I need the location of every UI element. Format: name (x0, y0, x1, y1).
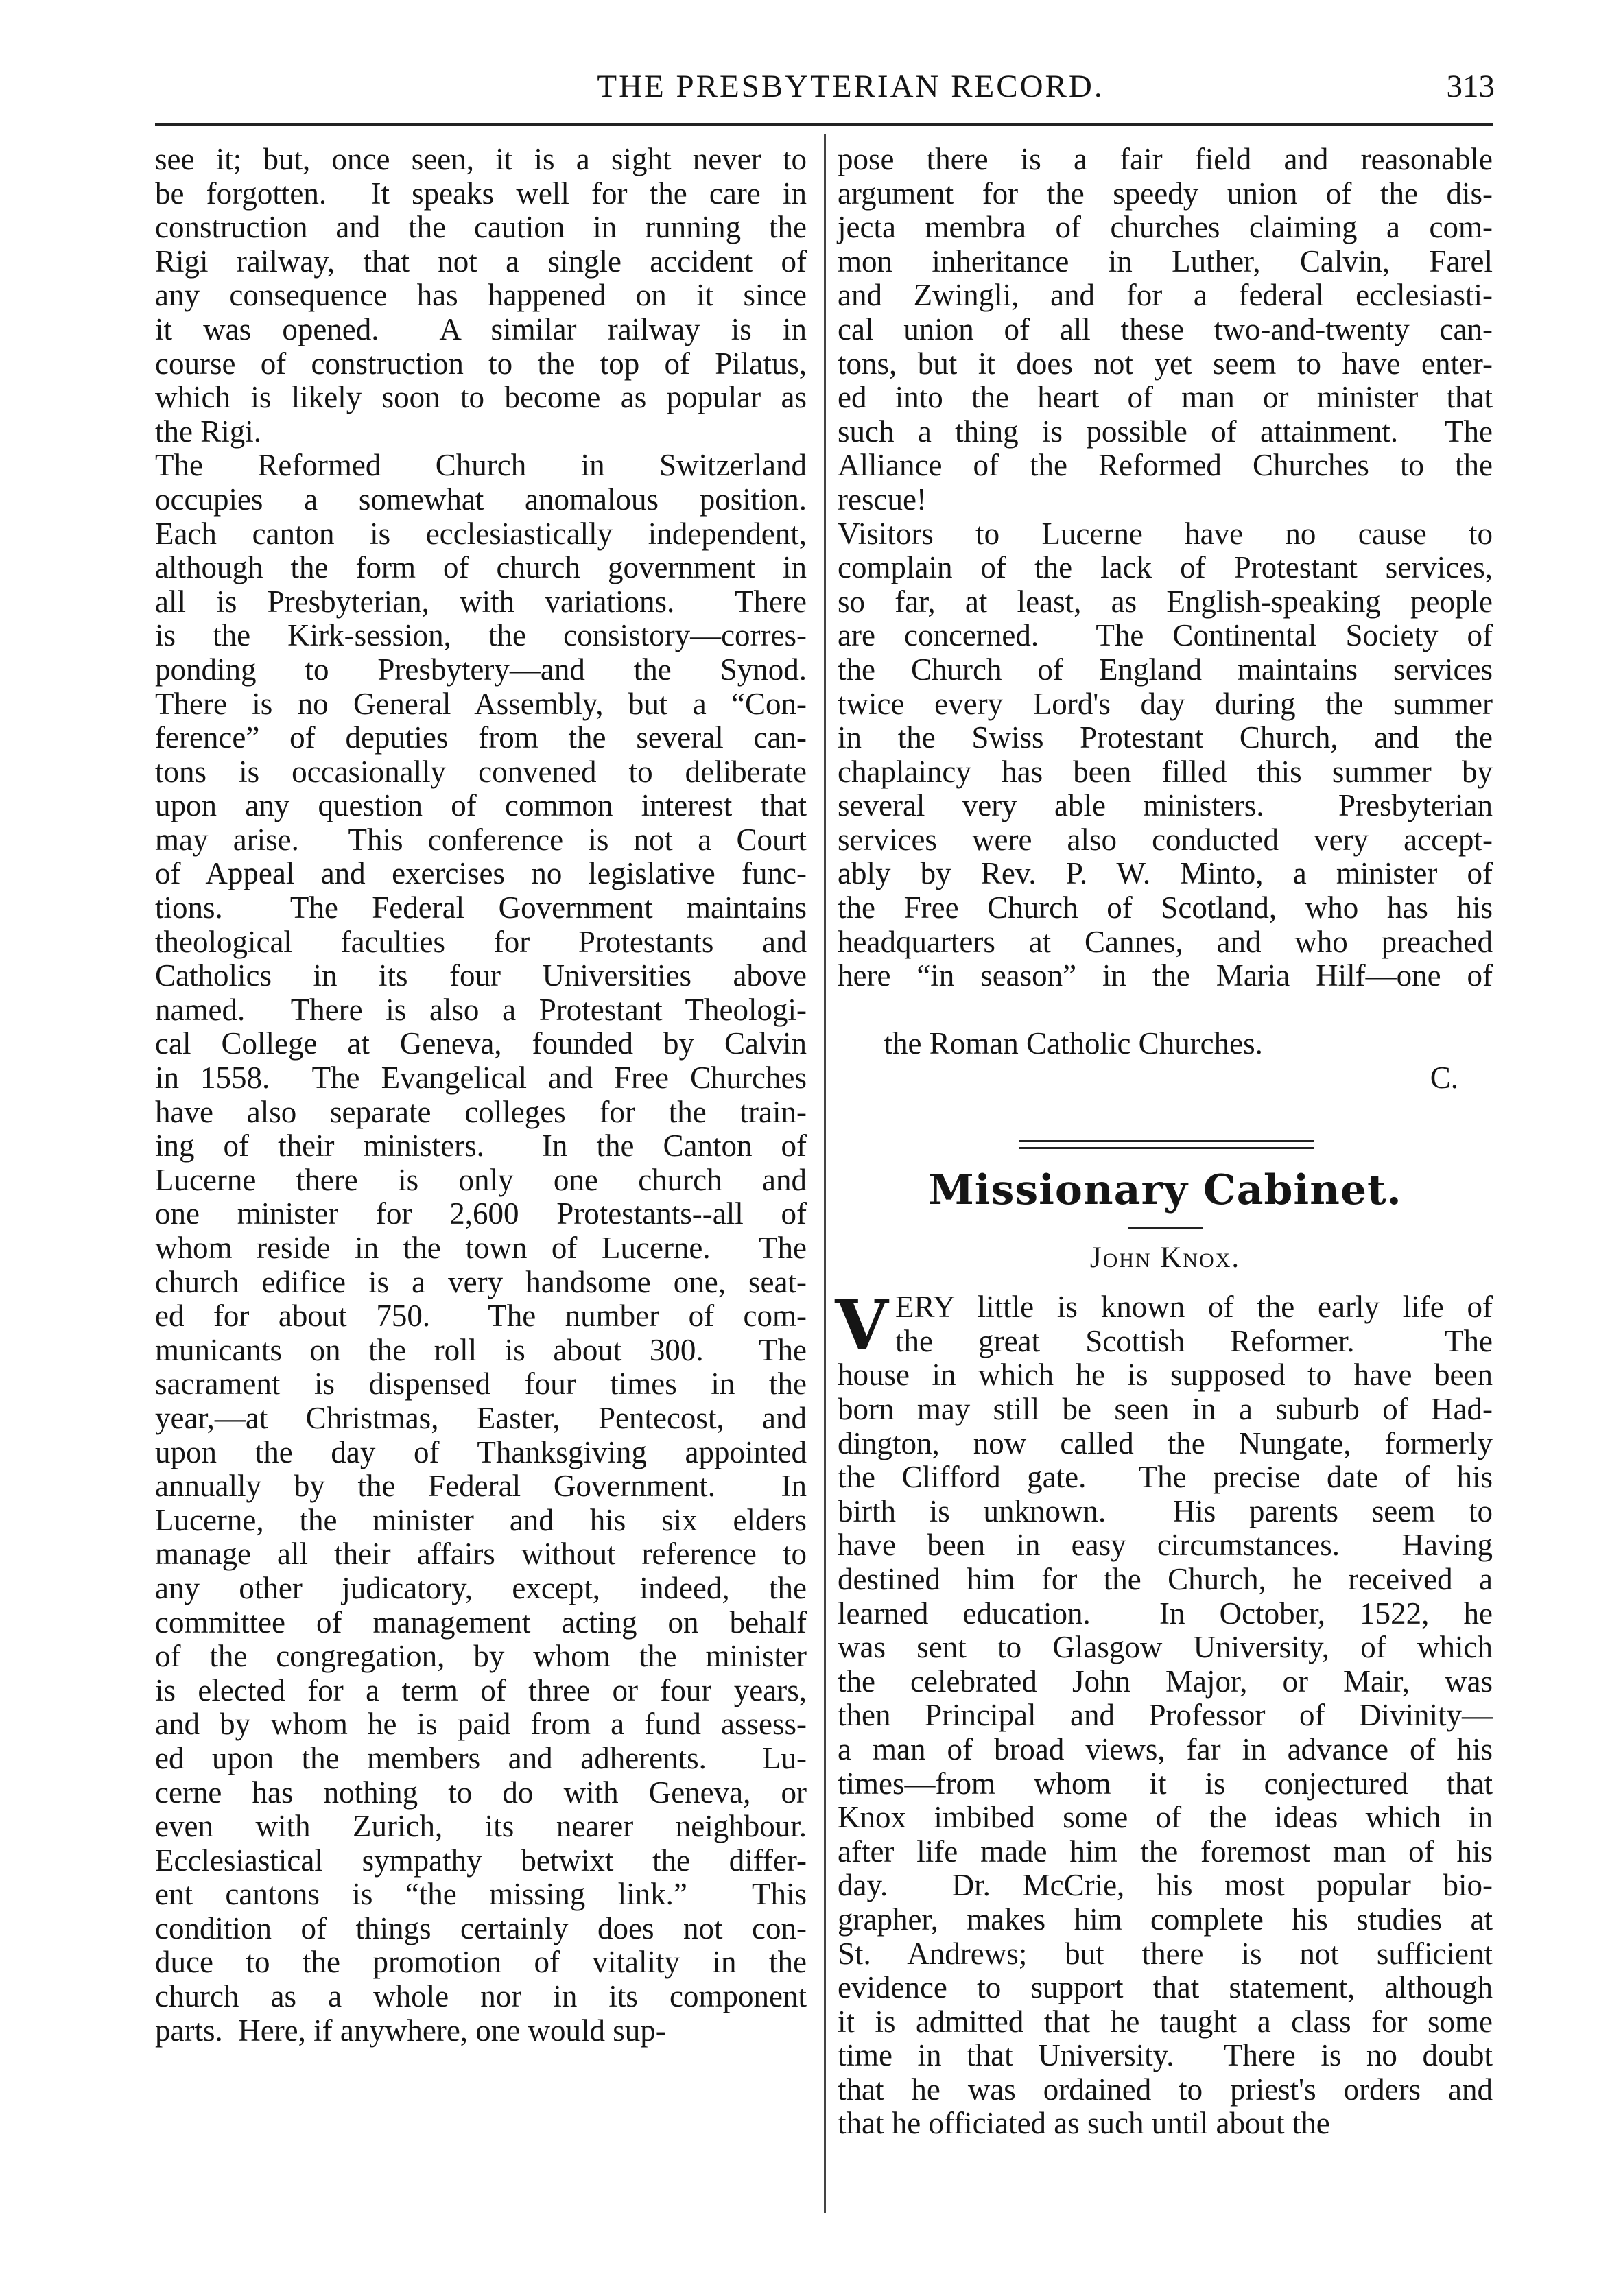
text-line: ent cantons is “the missing link.” This (155, 1877, 807, 1912)
text-line: may arise. This conference is not a Court (155, 822, 807, 857)
text-line: in 1558. The Evangelical and Free Churches (155, 1061, 807, 1096)
drop-cap: V (835, 1284, 888, 1366)
text-line: all is Presbyterian, with variations. There (155, 584, 807, 619)
separator-rule-lower (1019, 1147, 1314, 1149)
text-line: There is no General Assembly, but a “Con- (155, 686, 807, 721)
text-line: the Clifford gate. The precise date of his (838, 1460, 1493, 1495)
text-line: any other judicatory, except, indeed, the (155, 1570, 807, 1605)
text-line: rescue! (838, 482, 927, 517)
page-number: 313 (1446, 69, 1495, 104)
text-line: pose there is a fair field and reasonable (838, 142, 1493, 176)
text-line: occupies a somewhat anomalous position. (155, 482, 807, 517)
text-line: a man of broad views, far in advance of his (838, 1731, 1493, 1766)
text-line: jecta membra of churches claiming a com- (838, 210, 1493, 245)
running-title: THE PRESBYTERIAN RECORD. (597, 69, 1104, 104)
text-line: ponding to Presbytery—and the Synod. (155, 652, 807, 687)
text-line: St. Andrews; but there is not sufficient (838, 1936, 1493, 1971)
text-line: chaplaincy has been filled this summer by (838, 754, 1493, 789)
text-line: dington, now called the Nungate, formerly (838, 1425, 1493, 1460)
text-line: cerne has nothing to do with Geneva, or (155, 1775, 807, 1810)
article-subheading: John Knox. (1089, 1242, 1241, 1275)
text-line: of the congregation, by whom the minister (155, 1639, 807, 1674)
text-line: although the form of church government in (155, 550, 807, 585)
page-header (0, 59, 1610, 114)
text-line: ing of their ministers. In the Canton of (155, 1128, 807, 1163)
section-heading: Missionary Cabinet. (928, 1166, 1402, 1215)
text-line: such a thing is possible of attainment. The (838, 414, 1493, 449)
text-line: headquarters at Cannes, and who preached (838, 924, 1493, 959)
text-line: so far, at least, as English-speaking people (838, 584, 1493, 619)
section-separator (838, 1133, 1493, 1161)
text-line: upon any question of common interest that (155, 788, 807, 823)
text-line: which is likely soon to become as popular as (155, 380, 807, 415)
text-line: cal College at Geneva, founded by Calvin (155, 1026, 807, 1061)
text-line: sacrament is dispensed four times in the (155, 1366, 807, 1401)
text-line: be forgotten. It speaks well for the care in (155, 176, 807, 211)
text-line: ed into the heart of man or minister that (838, 380, 1493, 415)
text-line: ably by Rev. P. W. Minto, a minister of (838, 856, 1493, 891)
text-line: condition of things certainly does not con- (155, 1910, 807, 1945)
text-line: manage all their affairs without reference to (155, 1537, 807, 1572)
text-line: tons is occasionally convened to deliberate (155, 754, 807, 789)
opening-line-2: the great Scottish Reformer. The (895, 1323, 1493, 1358)
text-line: committee of management acting on behalf (155, 1605, 807, 1640)
left-column (155, 143, 807, 2048)
text-line: tons, but it does not yet seem to have enter- (838, 346, 1493, 381)
text-line: destined him for the Church, he received a (838, 1561, 1493, 1596)
text-line: construction and the caution in running the (155, 210, 807, 245)
text-line: times—from whom it is conjectured that (838, 1766, 1493, 1801)
text-line: born may still be seen in a suburb of Had- (838, 1392, 1493, 1426)
text-line: that he officiated as such until about the (838, 2106, 1330, 2141)
text-line: church as a whole nor in its component (155, 1979, 807, 2014)
text-line: Each canton is ecclesiastically independent, (155, 516, 807, 551)
text-line: is elected for a term of three or four years, (155, 1672, 807, 1707)
text-line: cal union of all these two-and-twenty can- (838, 311, 1493, 346)
text-line: and Zwingli, and for a federal ecclesiasti- (838, 278, 1493, 313)
text-line: have been in easy circumstances. Having (838, 1528, 1493, 1563)
text-line: Rigi railway, that not a single accident of (155, 244, 807, 279)
signature-line-text: the Roman Catholic Churches. (884, 1026, 1263, 1061)
text-line: time in that University. There is no doubt (838, 2038, 1493, 2073)
text-line: duce to the promotion of vitality in the (155, 1945, 807, 1980)
text-line: of Appeal and exercises no legislative func- (155, 856, 807, 891)
text-line: The Reformed Church in Switzerland (155, 448, 807, 483)
text-line: then Principal and Professor of Divinity— (838, 1698, 1493, 1733)
text-line: parts. Here, if anywhere, one would sup- (155, 2013, 666, 2048)
text-line: year,—at Christmas, Easter, Pentecost, and (155, 1400, 807, 1435)
text-line: learned education. In October, 1522, he (838, 1596, 1493, 1631)
text-line: see it; but, once seen, it is a sight never to (155, 142, 807, 176)
text-line: one minister for 2,600 Protestants--all of (155, 1196, 807, 1231)
article-opening (835, 1284, 1493, 1366)
text-line: Ecclesiastical sympathy betwixt the differ- (155, 1843, 807, 1878)
text-line: birth is unknown. His parents seem to (838, 1493, 1493, 1528)
header-rule (155, 123, 1493, 126)
text-line: after life made him the foremost man of his (838, 1834, 1493, 1869)
text-line: are concerned. The Continental Society of (838, 618, 1493, 653)
text-line: ed upon the members and adherents. Lu- (155, 1740, 807, 1775)
text-line: annually by the Federal Government. In (155, 1469, 807, 1504)
text-line: tions. The Federal Government maintains (155, 890, 807, 925)
text-line: ference” of deputies from the several can- (155, 720, 807, 755)
right-column-upper-text (838, 143, 1493, 993)
signature-line (838, 993, 1493, 1129)
signature-initial: C. (1430, 1061, 1458, 1096)
text-line: ed for about 750. The number of com- (155, 1299, 807, 1334)
text-line: twice every Lord's day during the summer (838, 686, 1493, 721)
text-line: the Free Church of Scotland, who has his (838, 890, 1493, 925)
text-line: municants on the roll is about 300. The (155, 1332, 807, 1367)
right-column (835, 142, 1493, 2141)
text-line: even with Zurich, its nearer neighbour. (155, 1809, 807, 1844)
text-line: evidence to support that statement, although (838, 1970, 1493, 2005)
text-line: day. Dr. McCrie, his most popular bio- (838, 1868, 1493, 1903)
text-line: it was opened. A similar railway is in (155, 311, 807, 346)
text-line: several very able ministers. Presbyterian (838, 788, 1493, 823)
text-line: the Church of England maintains services (838, 652, 1493, 687)
text-line: it is admitted that he taught a class for some (838, 2004, 1493, 2039)
text-line: whom reside in the town of Lucerne. The (155, 1231, 807, 1265)
text-line: course of construction to the top of Pilatus, (155, 346, 807, 381)
opening-line-1: ERY little is known of the early life of (895, 1290, 1493, 1325)
text-line: mon inheritance in Luther, Calvin, Farel (838, 244, 1493, 279)
text-line: upon the day of Thanksgiving appointed (155, 1434, 807, 1469)
text-line: Visitors to Lucerne have no cause to (838, 516, 1493, 551)
text-line: here “in season” in the Maria Hilf—one of (838, 958, 1493, 993)
text-line: have also separate colleges for the train- (155, 1094, 807, 1129)
text-line: the celebrated John Major, or Mair, was (838, 1664, 1493, 1699)
text-line: house in which he is supposed to have been (838, 1358, 1493, 1393)
heading-rule (1128, 1227, 1203, 1229)
right-column-lower-text (838, 1358, 1493, 2141)
text-line: the Rigi. (155, 414, 261, 449)
text-line: is the Kirk-session, the consistory—corres- (155, 618, 807, 653)
text-line: named. There is also a Protestant Theologi- (155, 992, 807, 1027)
separator-rule-upper (1019, 1140, 1314, 1142)
text-line: Alliance of the Reformed Churches to the (838, 448, 1493, 483)
text-line: theological faculties for Protestants and (155, 924, 807, 959)
text-line: Lucerne, the minister and his six elders (155, 1502, 807, 1537)
text-line: Lucerne there is only one church and (155, 1162, 807, 1197)
text-line: grapher, makes him complete his studies at (838, 1902, 1493, 1937)
text-line: and by whom he is paid from a fund assess- (155, 1707, 807, 1742)
text-line: Catholics in its four Universities above (155, 958, 807, 993)
text-line: Knox imbibed some of the ideas which in (838, 1800, 1493, 1835)
text-line: was sent to Glasgow University, of which (838, 1630, 1493, 1665)
text-line: complain of the lack of Protestant services, (838, 550, 1493, 585)
text-line: church edifice is a very handsome one, seat- (155, 1264, 807, 1299)
text-line: services were also conducted very accept- (838, 822, 1493, 857)
column-divider (824, 134, 826, 2213)
text-line: that he was ordained to priest's orders and (838, 2072, 1493, 2107)
text-line: any consequence has happened on it since (155, 278, 807, 313)
text-line: in the Swiss Protestant Church, and the (838, 720, 1493, 755)
text-line: argument for the speedy union of the dis- (838, 176, 1493, 211)
